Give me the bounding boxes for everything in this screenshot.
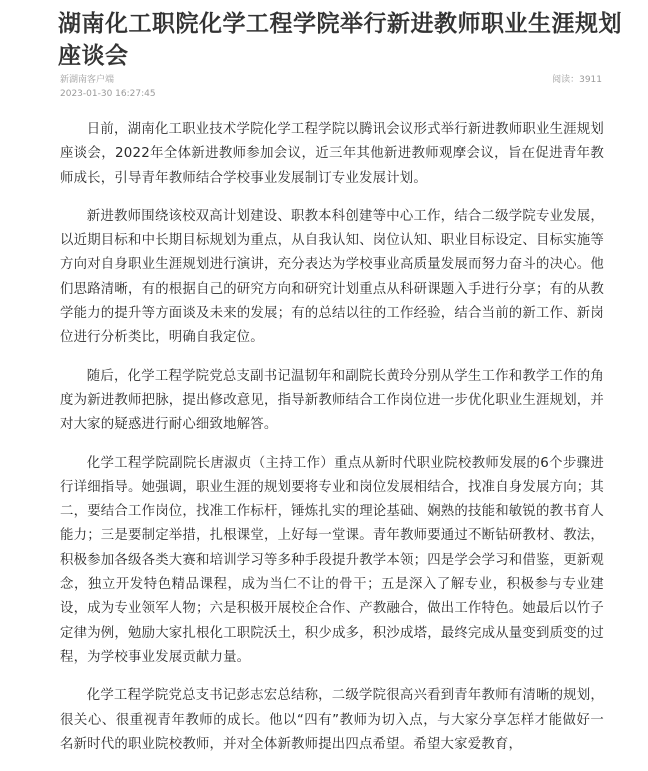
article-title: 湖南化工职院化学工程学院举行新进教师职业生涯规划座谈会 xyxy=(58,11,622,69)
article-meta xyxy=(60,73,602,101)
paragraph: 化学工程学院副院长唐淑贞（主持工作）重点从新时代职业院校教师发展的6个步骤进行详细指导。她强调，职业生涯的规划要将专业和岗位发展相结合，找准自身发展方向；其二，要结合工作岗位，找准工作标杆，锤炼扎实的理论基础、娴熟的技能和敏锐的教书育人能力；三是要制定举措，扎根课堂，上好每一堂课。青年教师要通过不断钻研教材、教法，积极参加各级各类大赛和培训学习等多种手段提升教学本领；四是学会学习和借鉴，更新观念，独立开发特色精品课程，成为当仁不让的骨干；五是深入了解专业，积极参与专业建设，成为专业领军人物；六是积极开展校企合作、产教融合，做出工作特色。她最后以竹子定律为例，勉励大家扎根化工职院沃土，积少成多，积沙成塔，最终完成从量变到质变的过程，为学校事业发展贡献力量。 xyxy=(60,455,604,665)
article-body xyxy=(60,118,604,771)
read-count: 阅读：3911 xyxy=(552,75,602,85)
paragraph: 化学工程学院党总支书记彭志宏总结称，二级学院很高兴看到青年教师有清晰的规划，很关心、很重视青年教师的成长。他以“四有”教师为切入点，与大家分享怎样才能做好一名新时代的职业院校教师，并对全体新教师提出四点希望。希望大家爱教育， xyxy=(60,688,604,752)
article-source[interactable]: 新湖南客户端 xyxy=(60,75,115,85)
publish-date: 2023-01-30 16:27:45 xyxy=(60,89,156,99)
paragraph: 日前，湖南化工职业技术学院化学工程学院以腾讯会议形式举行新进教师职业生涯规划座谈会，2022年全体新进教师参加会议，近三年其他新进教师观摩会议，旨在促进青年教师成长，引导青年教师结合学校事业发展制订专业发展计划。 xyxy=(60,122,604,186)
paragraph: 随后，化学工程学院党总支副书记温韧年和副院长黄玲分别从学生工作和教学工作的角度为新进教师把脉，提出修改意见，指导新教师结合工作岗位进一步优化职业生涯规划，并对大家的疑惑进行耐心细致地解答。 xyxy=(60,368,604,433)
paragraph: 新进教师围绕该校双高计划建设、职教本科创建等中心工作，结合二级学院专业发展，以近期目标和中长期目标规划为重点，从自我认知、岗位认知、职业目标设定、目标实施等方向对自身职业生涯规划进行演讲，充分表达为学校事业高质量发展而努力奋斗的决心。他们思路清晰，有的根据自己的研究方向和研究计划重点从科研课题入手进行分享；有的从教学能力的提升等方面谈及未来的发展；有的总结以往的工作经验，结合当前的新工作、新岗位进行分析类比，明确自我定位。 xyxy=(60,208,604,346)
